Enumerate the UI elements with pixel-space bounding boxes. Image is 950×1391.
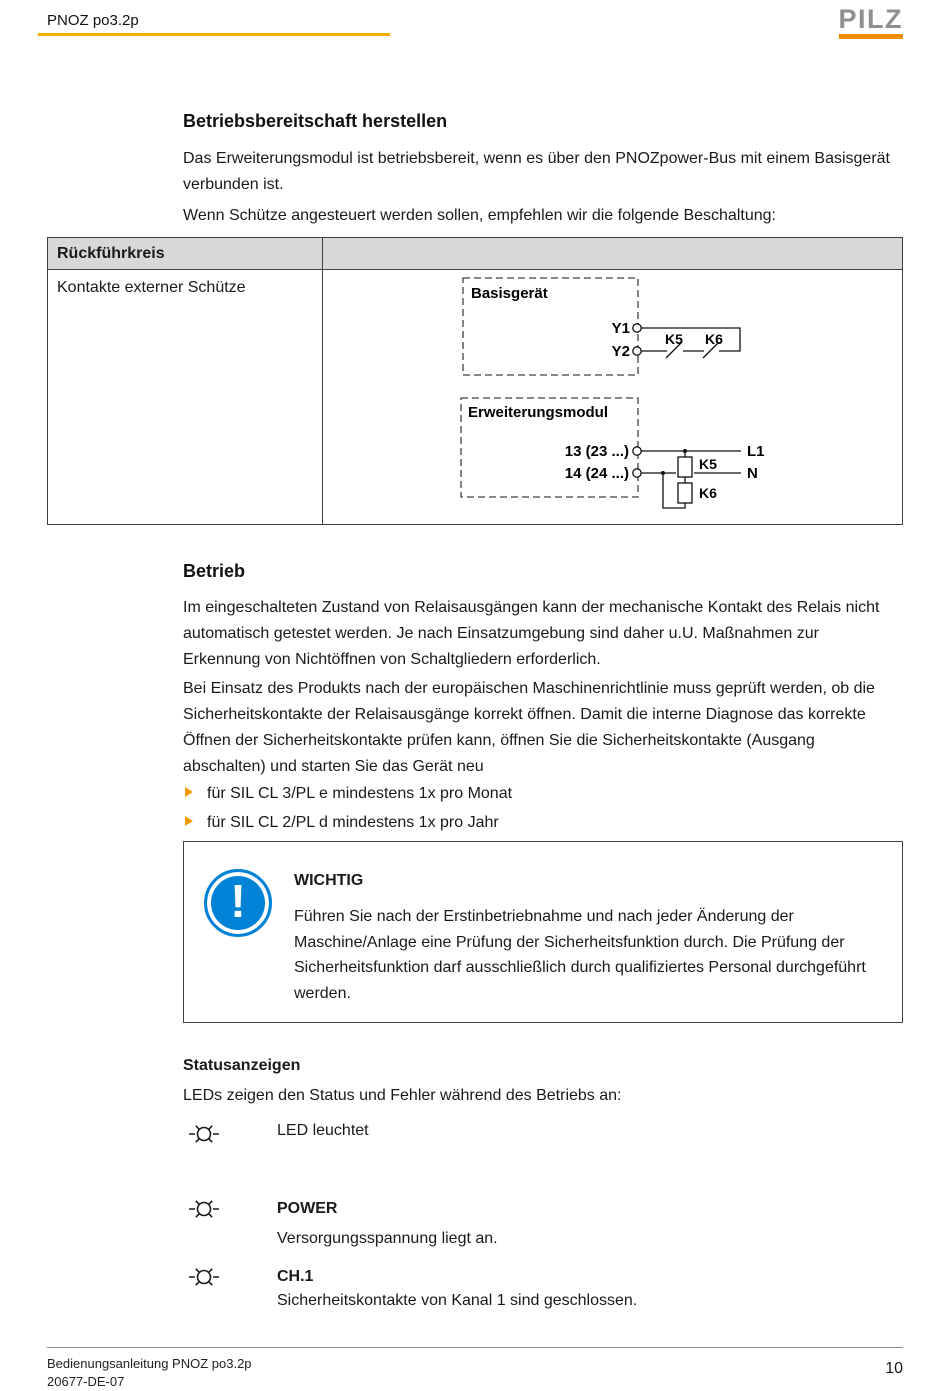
erweiterungsmodul-label: Erweiterungsmodul bbox=[468, 404, 609, 421]
status-item-label: LED leuchtet bbox=[277, 1122, 369, 1139]
k6-coil-symbol bbox=[678, 483, 692, 503]
wichtig-notice-box bbox=[183, 841, 903, 1023]
bullet-text: für SIL CL 3/PL e mindestens 1x pro Monat bbox=[207, 785, 513, 802]
basisgeraet-label: Basisgerät bbox=[471, 285, 548, 302]
page-number: 10 bbox=[885, 1360, 903, 1377]
pilz-logo-text: PILZ bbox=[838, 4, 903, 34]
status-intro: LEDs zeigen den Status und Fehler während des Betriebs an: bbox=[183, 1087, 622, 1104]
paragraph: Wenn Schütze angesteuert werden sollen, empfehlen wir die folgende Beschaltung: bbox=[183, 207, 776, 224]
terminal-y1-label: Y1 bbox=[611, 320, 630, 337]
feedback-loop-wire bbox=[642, 328, 741, 351]
footer-rule bbox=[47, 1347, 903, 1348]
led-on-icon bbox=[188, 1121, 220, 1147]
led-on-icon bbox=[188, 1196, 220, 1222]
pilz-logo bbox=[839, 6, 904, 39]
status-section-title: Statusanzeigen bbox=[183, 1057, 301, 1074]
status-item-desc: Versorgungsspannung liegt an. bbox=[277, 1230, 498, 1247]
doc-title: PNOZ po3.2p bbox=[47, 12, 139, 29]
pilz-logo-bar bbox=[839, 34, 904, 39]
l1-label: L1 bbox=[747, 443, 765, 460]
list-item bbox=[183, 810, 499, 835]
exclamation-icon bbox=[204, 869, 272, 937]
terminal-14-label: 14 (24 ...) bbox=[564, 465, 629, 482]
k5-coil-label: K5 bbox=[699, 456, 717, 472]
header-rule bbox=[38, 33, 390, 36]
k5-contact-label: K5 bbox=[665, 331, 683, 347]
bullet-text: für SIL CL 2/PL d mindestens 1x pro Jahr bbox=[207, 814, 499, 831]
k6-contact-label: K6 bbox=[705, 331, 723, 347]
terminal-13 bbox=[633, 447, 641, 455]
bullet-arrow-icon bbox=[185, 816, 193, 826]
table-header-cell-empty bbox=[323, 238, 902, 269]
wiring-diagram bbox=[323, 270, 901, 524]
section-title-betrieb: Betrieb bbox=[183, 561, 246, 581]
table-header-row bbox=[48, 238, 902, 270]
k5-coil-symbol bbox=[678, 457, 692, 477]
status-item-desc: Sicherheitskontakte von Kanal 1 sind geschlossen. bbox=[277, 1292, 638, 1309]
paragraph: Bei Einsatz des Produkts nach der europäischen Maschinenrichtlinie muss geprüft werden, ob die Sicherheitskontakte der Relaisausgänge korrekt öffnen. Damit die interne Diagnose das korrekte Öffnen der Sicherheitskontakte prüfen kann, öffnen Sie die Sicherheitskontakte (Ausgang abschalten) und starten Sie das Gerät neu bbox=[183, 680, 875, 775]
terminal-y2 bbox=[633, 347, 641, 355]
paragraph: Das Erweiterungsmodul ist betriebsbereit, wenn es über den PNOZpower-Bus mit einem Basisgerät verbunden ist. bbox=[183, 150, 890, 193]
exclamation-mark: ! bbox=[230, 875, 246, 927]
led-on-icon bbox=[188, 1264, 220, 1290]
terminal-y1 bbox=[633, 324, 641, 332]
table-row-label: Kontakte externer Schütze bbox=[48, 270, 323, 524]
notice-text: Führen Sie nach der Erstinbetriebnahme und nach jeder Änderung der Maschine/Anlage eine Prüfung der Sicherheitsfunktion durch. Die Prüfung der Sicherheitsfunktion darf ausschließlich durch qualifiziertes Personal durchgeführt werden. bbox=[294, 908, 866, 1002]
footer-doc-number: 20677-DE-07 bbox=[47, 1374, 125, 1389]
footer-doc-name: Bedienungsanleitung PNOZ po3.2p bbox=[47, 1356, 252, 1371]
status-item-label: CH.1 bbox=[277, 1268, 314, 1285]
bullet-arrow-icon bbox=[185, 787, 193, 797]
terminal-y2-label: Y2 bbox=[611, 343, 630, 360]
terminal-13-label: 13 (23 ...) bbox=[564, 443, 629, 460]
wiring-diagram-cell bbox=[323, 270, 902, 524]
terminal-14 bbox=[633, 469, 641, 477]
table-header-cell: Rückführkreis bbox=[48, 238, 323, 269]
table-body-row bbox=[48, 270, 902, 524]
list-item bbox=[183, 781, 512, 806]
k6-coil-label: K6 bbox=[699, 485, 717, 501]
notice-title: WICHTIG bbox=[294, 872, 364, 889]
paragraph: Im eingeschalteten Zustand von Relaisausgängen kann der mechanische Kontakt des Relais nicht automatisch getestet werden. Je nach Einsatzumgebung sind daher u.U. Maßnahmen zur Erkennung von Nichtöffnen von Schaltgliedern erforderlich. bbox=[183, 599, 880, 668]
status-item-label: POWER bbox=[277, 1200, 338, 1217]
rueckfuehrkreis-table bbox=[47, 237, 903, 525]
n-label: N bbox=[747, 465, 758, 482]
section-title-betriebsbereitschaft: Betriebsbereitschaft herstellen bbox=[183, 111, 448, 131]
